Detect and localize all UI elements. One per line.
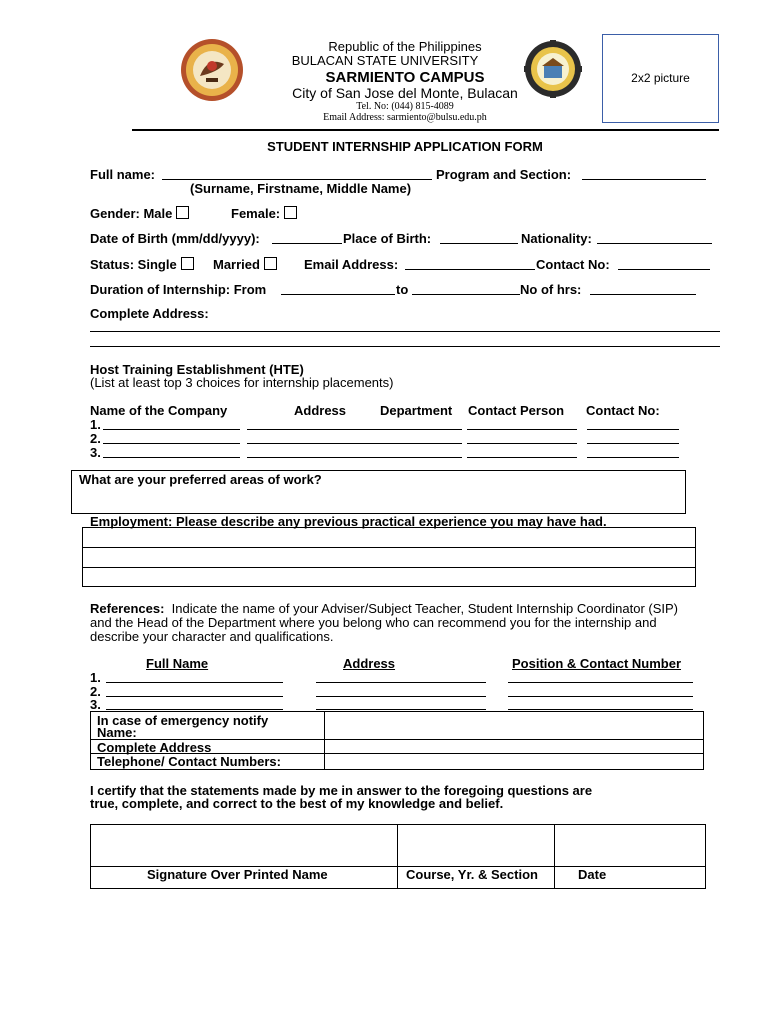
picture-label: 2x2 picture [631, 71, 690, 85]
married-label: Married [213, 257, 260, 272]
complete-address-line-1[interactable] [90, 331, 720, 332]
preferred-areas-label: What are your preferred areas of work? [79, 472, 322, 487]
ref-row-1-address[interactable] [316, 682, 486, 683]
ref-row-1-position[interactable] [508, 682, 693, 683]
course-field[interactable] [398, 825, 554, 866]
certify-line-1: I certify that the statements made by me in answer to the foregoing questions are [90, 783, 593, 798]
republic-label: Republic of the Philippines [328, 39, 482, 54]
married-checkbox[interactable] [264, 257, 277, 270]
hte-row-1-company[interactable] [103, 429, 240, 430]
ref-row-2-position[interactable] [508, 696, 693, 697]
ref-row-3-number: 3. [90, 697, 101, 712]
hte-row-2-contact-person[interactable] [467, 443, 577, 444]
hte-col-company: Name of the Company [90, 403, 228, 418]
certify-line-2: true, complete, and correct to the best of my knowledge and belief. [90, 796, 504, 811]
ref-row-2-name[interactable] [106, 696, 283, 697]
nationality-field[interactable] [597, 243, 712, 244]
references-heading: References: [90, 601, 165, 616]
hte-row-1-contact-no[interactable] [587, 429, 679, 430]
ref-row-1-number: 1. [90, 670, 101, 685]
campus-gear-logo-icon [524, 40, 582, 98]
duration-to-label: to [396, 282, 409, 297]
emergency-telephone-label: Telephone/ Contact Numbers: [97, 754, 281, 769]
no-of-hrs-label: No of hrs: [520, 282, 582, 297]
emergency-name-label: Name: [97, 725, 137, 740]
signature-label: Signature Over Printed Name [147, 867, 328, 882]
place-of-birth-label: Place of Birth: [343, 231, 432, 246]
emergency-table [90, 711, 704, 770]
dob-field[interactable] [272, 243, 342, 244]
gender-male-label: Gender: Male [90, 206, 173, 221]
status-single-label: Status: Single [90, 257, 177, 272]
hte-col-address: Address [294, 403, 347, 418]
emergency-label: In case of emergency notify [97, 713, 269, 728]
hte-title: Host Training Establishment (HTE) [90, 362, 304, 377]
university-seal-icon [180, 38, 244, 102]
duration-from-label: Duration of Internship: From [90, 282, 267, 297]
status-row [90, 257, 194, 272]
hte-row-3-contact-person[interactable] [467, 457, 577, 458]
hte-row-1-address[interactable] [247, 429, 462, 430]
emergency-name-field[interactable] [325, 712, 703, 739]
hte-row-3-contact-no[interactable] [587, 457, 679, 458]
hte-col-contact-person: Contact Person [468, 403, 565, 418]
duration-to-field[interactable] [412, 294, 520, 295]
header-divider [132, 129, 719, 131]
full-name-field[interactable] [162, 179, 432, 180]
ref-col-full-name: Full Name [146, 656, 209, 671]
hte-row-2-contact-no[interactable] [587, 443, 679, 444]
signature-field[interactable] [91, 825, 397, 866]
complete-address-label: Complete Address: [90, 306, 209, 321]
program-section-field[interactable] [582, 179, 706, 180]
hte-col-department: Department [380, 403, 453, 418]
course-label: Course, Yr. & Section [406, 867, 538, 882]
hte-row-3-address[interactable] [247, 457, 462, 458]
hte-col-contact-no: Contact No: [586, 403, 660, 418]
emergency-address-label: Complete Address [97, 740, 212, 755]
full-name-label: Full name: [90, 167, 156, 182]
full-name-hint: (Surname, Firstname, Middle Name) [190, 181, 412, 196]
telephone-number: Tel. No: (044) 815-4089 [356, 101, 454, 112]
single-checkbox[interactable] [181, 257, 194, 270]
emergency-telephone-field[interactable] [325, 754, 703, 770]
city-address: City of San Jose del Monte, Bulacan [292, 85, 518, 101]
female-row [231, 206, 297, 221]
ref-row-3-name[interactable] [106, 709, 283, 710]
contact-no-label: Contact No: [536, 257, 610, 272]
emergency-address-field[interactable] [325, 740, 703, 753]
married-row [213, 257, 277, 272]
hte-subtitle: (List at least top 3 choices for internship placements) [90, 375, 394, 390]
email-field[interactable] [405, 269, 535, 270]
preferred-areas-box[interactable] [71, 470, 686, 514]
employment-row-2[interactable] [82, 547, 696, 568]
ref-row-2-address[interactable] [316, 696, 486, 697]
references-line-1 [90, 601, 678, 616]
ref-row-1-name[interactable] [106, 682, 283, 683]
employment-row-1[interactable] [82, 527, 696, 548]
university-name: BULACAN STATE UNIVERSITY [291, 53, 479, 68]
hte-row-2-number: 2. [90, 431, 101, 446]
references-text-1: Indicate the name of your Adviser/Subject Teacher, Student Internship Coordinator (SIP) [171, 601, 678, 616]
date-field[interactable] [555, 825, 705, 866]
ref-col-address: Address [343, 656, 396, 671]
ref-row-2-number: 2. [90, 684, 101, 699]
nationality-label: Nationality: [521, 231, 592, 246]
email-address: Email Address: sarmiento@bulsu.edu.ph [323, 112, 487, 123]
picture-placeholder[interactable] [602, 34, 719, 123]
hte-row-3-number: 3. [90, 445, 101, 460]
ref-row-3-position[interactable] [508, 709, 693, 710]
hte-row-2-address[interactable] [247, 443, 462, 444]
hte-row-1-contact-person[interactable] [467, 429, 577, 430]
male-checkbox[interactable] [176, 206, 189, 219]
contact-no-field[interactable] [618, 269, 710, 270]
campus-name: SARMIENTO CAMPUS [325, 69, 485, 86]
date-label: Date [578, 867, 607, 882]
references-text-2: and the Head of the Department where you belong who can recommend you for the internship and [90, 615, 657, 630]
duration-from-field[interactable] [281, 294, 395, 295]
hte-row-1-number: 1. [90, 417, 101, 432]
hte-row-3-company[interactable] [103, 457, 240, 458]
email-label: Email Address: [304, 257, 399, 272]
complete-address-line-2[interactable] [90, 346, 720, 347]
employment-label: Employment: Please describe any previous practical experience you may have had. [90, 514, 607, 529]
no-of-hrs-field[interactable] [590, 294, 696, 295]
dob-label: Date of Birth (mm/dd/yyyy): [90, 231, 260, 246]
employment-row-3[interactable] [82, 567, 696, 587]
female-label: Female: [231, 206, 281, 221]
references-text-3: describe your character and qualifications. [90, 629, 334, 644]
place-of-birth-field[interactable] [440, 243, 518, 244]
hte-row-2-company[interactable] [103, 443, 240, 444]
female-checkbox[interactable] [284, 206, 297, 219]
program-section-label: Program and Section: [436, 167, 572, 182]
signature-table [90, 824, 706, 889]
gender-row [90, 206, 189, 221]
form-title: STUDENT INTERNSHIP APPLICATION FORM [267, 139, 543, 154]
ref-row-3-address[interactable] [316, 709, 486, 710]
ref-col-position: Position & Contact Number [512, 656, 682, 671]
